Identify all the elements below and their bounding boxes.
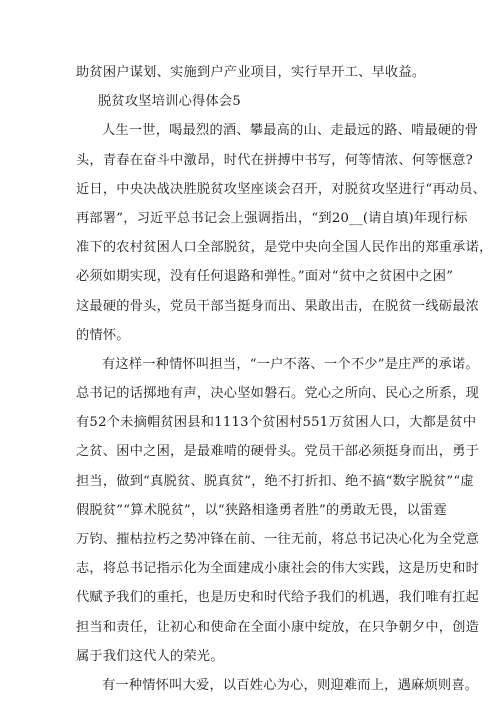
text-line: 这最硬的骨头，党员干部当挺身而出、果敢出击，在脱贫一线砺最浓 <box>76 298 480 314</box>
text-line: 有52个未摘帽贫困县和1113个贫困村551万贫困人口，大都是贫中 <box>76 415 477 431</box>
text-line: 假脱贫”“算术脱贫”，以“狭路相逢勇者胜”的勇敢无畏，以雷霆 <box>76 502 447 518</box>
text-line: 代赋予我们的重托，也是历史和时代给予我们的机遇，我们唯有扛起 <box>76 590 480 606</box>
text-line: 必须如期实现，没有任何退路和弹性。”面对“贫中之贫困中之困” <box>76 269 454 285</box>
text-line: 有这样一种情怀叫担当，“一户不落、一个不少”是庄严的承诺。 <box>102 356 479 372</box>
text-line: 担当，做到“真脱贫、脱真贫”，绝不打折扣、绝不搞“数字脱贫”“虚 <box>76 473 474 489</box>
text-line: 再部署”，习近平总书记会上强调指出，“到20__(请自填)年现行标 <box>76 210 468 226</box>
text-line: 担当和责任，让初心和使命在全面小康中绽放，在只争朝夕中，创造 <box>76 619 480 635</box>
text-line: 志，将总书记指示化为全面建成小康社会的伟大实践，这是历史和时 <box>76 561 480 577</box>
text-line: 万钧、摧枯拉朽之势冲锋在前、一往无前，将总书记决心化为全党意 <box>76 532 480 547</box>
text-line: 总书记的话掷地有声，决心坚如磐石。党心之所向、民心之所系，现 <box>76 386 480 402</box>
text-line: 近日，中央决战决胜脱贫攻坚座谈会召开，对脱贫攻坚进行“再动员、 <box>76 181 487 197</box>
section-heading: 脱贫攻坚培训心得体会5 <box>98 94 242 110</box>
text-line: 之贫、困中之困，是最难啃的硬骨头。党员干部必须挺身而出，勇于 <box>76 444 480 460</box>
text-line: 的情怀。 <box>76 327 130 343</box>
document-body <box>76 58 493 700</box>
text-line: 头，青春在奋斗中激昂，时代在拼搏中书写，何等情浓、何等惬意? <box>76 152 474 168</box>
text-line: 助贫困户谋划、实施到户产业项目，实行早开工、早收益。 <box>76 65 426 80</box>
text-line: 属于我们这代人的荣光。 <box>76 648 224 664</box>
text-line: 人生一世，喝最烈的酒、攀最高的山、走最远的路、啃最硬的骨 <box>102 123 479 139</box>
text-line: 有一种情怀叫大爱，以百姓心为心，则迎难而上，遇麻烦则喜。 <box>102 677 479 693</box>
text-line: 准下的农村贫困人口全部脱贫，是党中央向全国人民作出的郑重承诺， <box>76 240 493 256</box>
